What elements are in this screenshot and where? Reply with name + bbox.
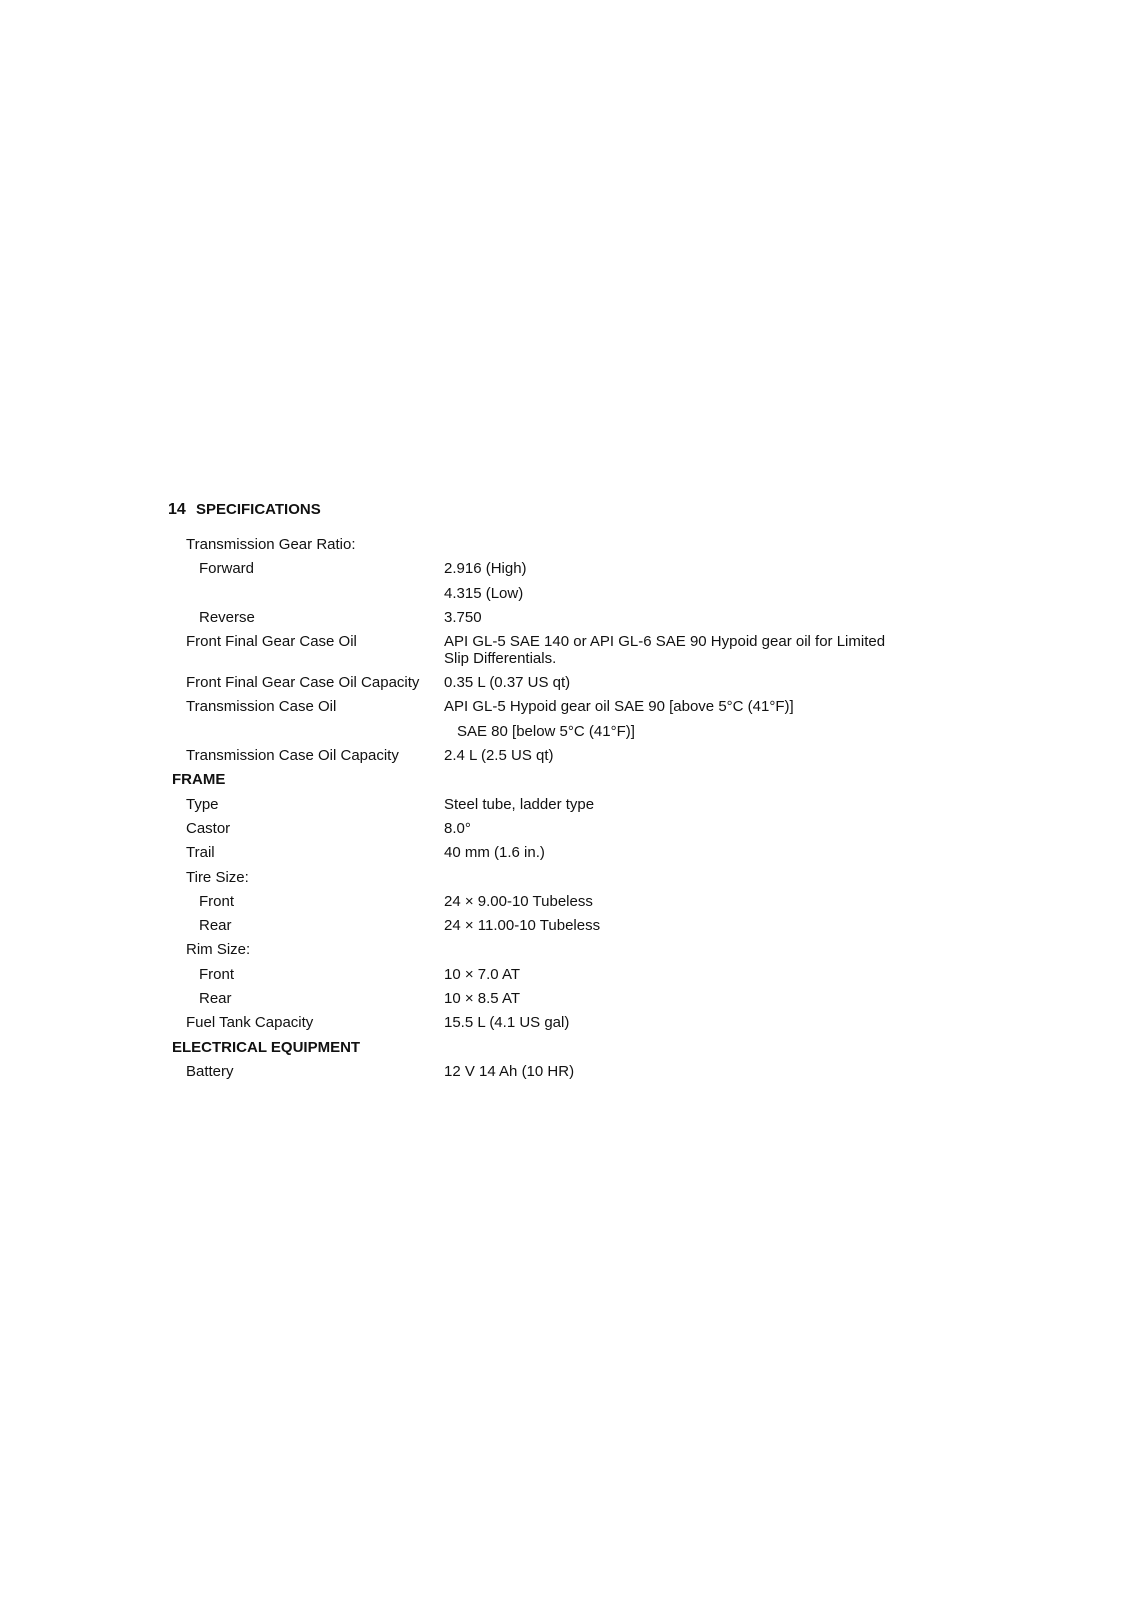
spec-value: 8.0° xyxy=(444,819,471,837)
spec-row xyxy=(170,893,930,917)
spec-label: Transmission Case Oil Capacity xyxy=(186,747,399,765)
spec-label: Transmission Case Oil xyxy=(186,698,337,716)
section-heading: ELECTRICAL EQUIPMENT xyxy=(172,1038,361,1056)
spec-label: Forward xyxy=(199,560,255,578)
spec-label: Front Final Gear Case Oil xyxy=(186,633,357,651)
spec-row xyxy=(170,820,930,844)
page-header xyxy=(168,501,321,519)
spec-row xyxy=(170,844,930,868)
spec-label: Castor xyxy=(186,819,231,837)
spec-value: 10 × 8.5 AT xyxy=(444,990,521,1008)
spec-row xyxy=(170,536,930,560)
spec-label: Front xyxy=(199,965,235,983)
spec-label: Transmission Gear Ratio: xyxy=(186,536,356,553)
spec-value: 12 V 14 Ah (10 HR) xyxy=(444,1062,575,1080)
spec-row xyxy=(170,1063,930,1087)
spec-row xyxy=(170,966,930,990)
spec-value: Steel tube, ladder type xyxy=(444,795,595,813)
spec-value: 0.35 L (0.37 US qt) xyxy=(444,674,571,692)
spec-row xyxy=(170,941,930,965)
section-heading: FRAME xyxy=(172,771,226,789)
spec-row xyxy=(170,633,930,674)
spec-list xyxy=(170,536,930,1087)
spec-value: 2.916 (High) xyxy=(444,560,527,578)
spec-value: 24 × 9.00-10 Tubeless xyxy=(444,892,593,910)
spec-value: 2.4 L (2.5 US qt) xyxy=(444,747,554,765)
spec-row xyxy=(170,1039,930,1063)
spec-row xyxy=(170,585,930,609)
spec-label: Reverse xyxy=(199,608,255,626)
spec-value: API GL-5 Hypoid gear oil SAE 90 [above 5°C (41°F)] xyxy=(444,698,794,716)
spec-label: Rear xyxy=(199,917,232,935)
spec-label: Battery xyxy=(186,1062,234,1080)
page-title: SPECIFICATIONS xyxy=(195,501,321,518)
spec-value: 10 × 7.0 AT xyxy=(444,965,521,983)
spec-value: 4.315 (Low) xyxy=(444,584,524,602)
spec-row xyxy=(170,1014,930,1038)
spec-label: Fuel Tank Capacity xyxy=(186,1014,314,1032)
spec-row xyxy=(170,674,930,698)
spec-label: Tire Size: xyxy=(186,868,249,886)
spec-row xyxy=(170,560,930,584)
spec-row xyxy=(170,747,930,771)
spec-row xyxy=(170,771,930,795)
spec-label: Rear xyxy=(199,990,232,1008)
spec-value: 15.5 L (4.1 US gal) xyxy=(444,1014,570,1032)
spec-row xyxy=(170,990,930,1014)
spec-row xyxy=(170,723,930,747)
spec-label: Rim Size: xyxy=(186,941,251,959)
spec-value: SAE 80 [below 5°C (41°F)] xyxy=(457,722,635,740)
spec-value: 3.750 xyxy=(444,608,482,626)
spec-label: Front xyxy=(199,892,235,910)
spec-label: Front Final Gear Case Oil Capacity xyxy=(186,674,420,692)
spec-value: API GL-5 SAE 140 or API GL-6 SAE 90 Hypoid gear oil for Limited Slip Differentials. xyxy=(444,633,886,668)
spec-row xyxy=(170,869,930,893)
spec-row xyxy=(170,609,930,633)
spec-value: 40 mm (1.6 in.) xyxy=(444,844,545,862)
spec-label: Trail xyxy=(186,844,215,862)
spec-row xyxy=(170,698,930,722)
spec-row xyxy=(170,917,930,941)
spec-label: Type xyxy=(186,795,219,813)
page-number: 14 xyxy=(168,501,186,518)
spec-row xyxy=(170,796,930,820)
spec-value: 24 × 11.00-10 Tubeless xyxy=(444,917,601,935)
